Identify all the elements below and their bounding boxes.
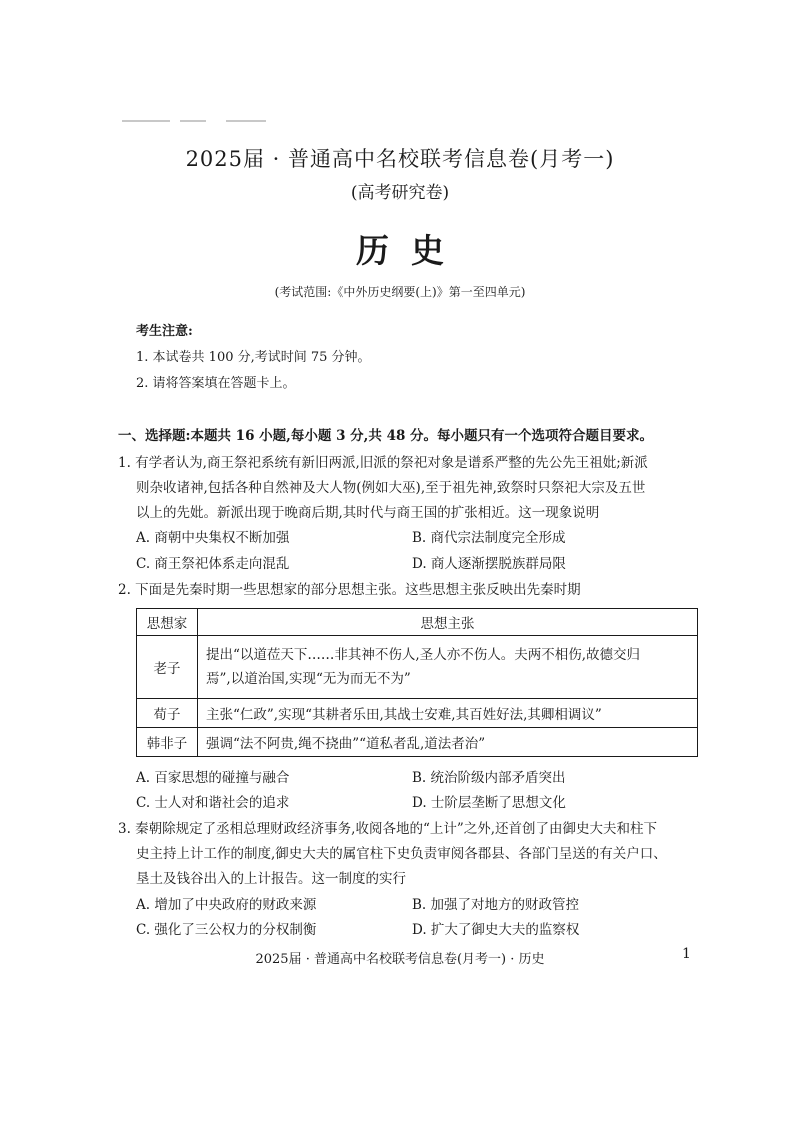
- q1-option-b: B. 商代宗法制度完全形成: [412, 530, 566, 546]
- notes-heading: 考生注意:: [136, 324, 193, 339]
- table-cell-thinker: 荀子: [137, 699, 198, 728]
- exam-scope: (考试范围:《中外历史纲要(上)》第一至四单元): [274, 285, 526, 299]
- q1-option-c: C. 商王祭祀体系走向混乱: [136, 556, 290, 572]
- q3-option-a: A. 增加了中央政府的财政来源: [136, 897, 317, 913]
- question-3-line: 垦土及钱谷出入的上计报告。这一制度的实行: [136, 871, 406, 887]
- table-row: [137, 699, 698, 728]
- question-2-line: 2. 下面是先秦时期一些思想家的部分思想主张。这些思想主张反映出先秦时期: [118, 582, 581, 598]
- question-1-line: 1. 有学者认为,商王祭祀系统有新旧两派,旧派的祭祀对象是谱系严整的先公先王祖妣;新派: [118, 455, 648, 471]
- q2-option-c: C. 士人对和谐社会的追求: [136, 795, 290, 811]
- scan-mark: [180, 120, 206, 122]
- page-footer: 2025届 · 普通高中名校联考信息卷(月考一) · 历史: [255, 952, 545, 967]
- q2-option-a: A. 百家思想的碰撞与融合: [136, 770, 290, 786]
- scan-mark: [122, 120, 170, 122]
- exam-title: 2025届 · 普通高中名校联考信息卷(月考一): [185, 147, 615, 171]
- table-header: 思想家: [137, 609, 198, 636]
- thinkers-table: [136, 608, 698, 757]
- table-cell-line: 提出“以道莅天下……非其神不伤人,圣人亦不伤人。夫两不相伤,故德交归: [206, 647, 640, 663]
- table-cell-thinker: 老子: [137, 636, 198, 699]
- table-row: [137, 636, 698, 699]
- table-cell-idea: [198, 636, 698, 699]
- question-1-line: 则杂收诸神,包括各种自然神及大人物(例如大巫),至于祖先神,致祭时只祭祀大宗及五世: [136, 480, 646, 496]
- q3-option-d: D. 扩大了御史大夫的监察权: [412, 922, 580, 938]
- q3-option-b: B. 加强了对地方的财政管控: [412, 897, 580, 913]
- table-header-row: [137, 609, 698, 636]
- q3-option-c: C. 强化了三公权力的分权制衡: [136, 922, 317, 938]
- question-1-line: 以上的先妣。新派出现于晚商后期,其时代与商王国的扩张相近。这一现象说明: [136, 505, 600, 521]
- table-header: 思想主张: [198, 609, 698, 636]
- exam-subtitle: (高考研究卷): [350, 183, 450, 203]
- q1-option-a: A. 商朝中央集权不断加强: [136, 530, 290, 546]
- q2-option-b: B. 统治阶级内部矛盾突出: [412, 770, 566, 786]
- q1-option-d: D. 商人逐渐摆脱族群局限: [412, 556, 566, 572]
- page-number: 1: [682, 946, 691, 962]
- section-heading: 一、选择题:本题共 16 小题,每小题 3 分,共 48 分。每小题只有一个选项符合题目要求。: [118, 428, 654, 444]
- scan-mark: [226, 120, 266, 122]
- table-cell-idea: 强调“法不阿贵,绳不挠曲”“道私者乱,道法者治”: [198, 728, 698, 757]
- note-item: 2. 请将答案填在答题卡上。: [136, 376, 296, 391]
- question-3-line: 3. 秦朝除规定了丞相总理财政经济事务,收阅各地的“上计”之外,还首创了由御史大夫和柱下: [118, 821, 658, 837]
- table-cell-line: 焉”,以道治国,实现“无为而无不为”: [206, 671, 411, 687]
- table-cell-idea: 主张“仁政”,实现“其耕者乐田,其战士安难,其百姓好法,其卿相调议”: [198, 699, 698, 728]
- question-3-line: 史主持上计工作的制度,御史大夫的属官柱下史负责审阅各郡县、各部门呈送的有关户口、: [136, 846, 667, 862]
- subject-title: 历史: [356, 231, 466, 270]
- table-cell-thinker: 韩非子: [137, 728, 198, 757]
- table-row: [137, 728, 698, 757]
- q2-option-d: D. 士阶层垄断了思想文化: [412, 795, 566, 811]
- note-item: 1. 本试卷共 100 分,考试时间 75 分钟。: [136, 350, 371, 365]
